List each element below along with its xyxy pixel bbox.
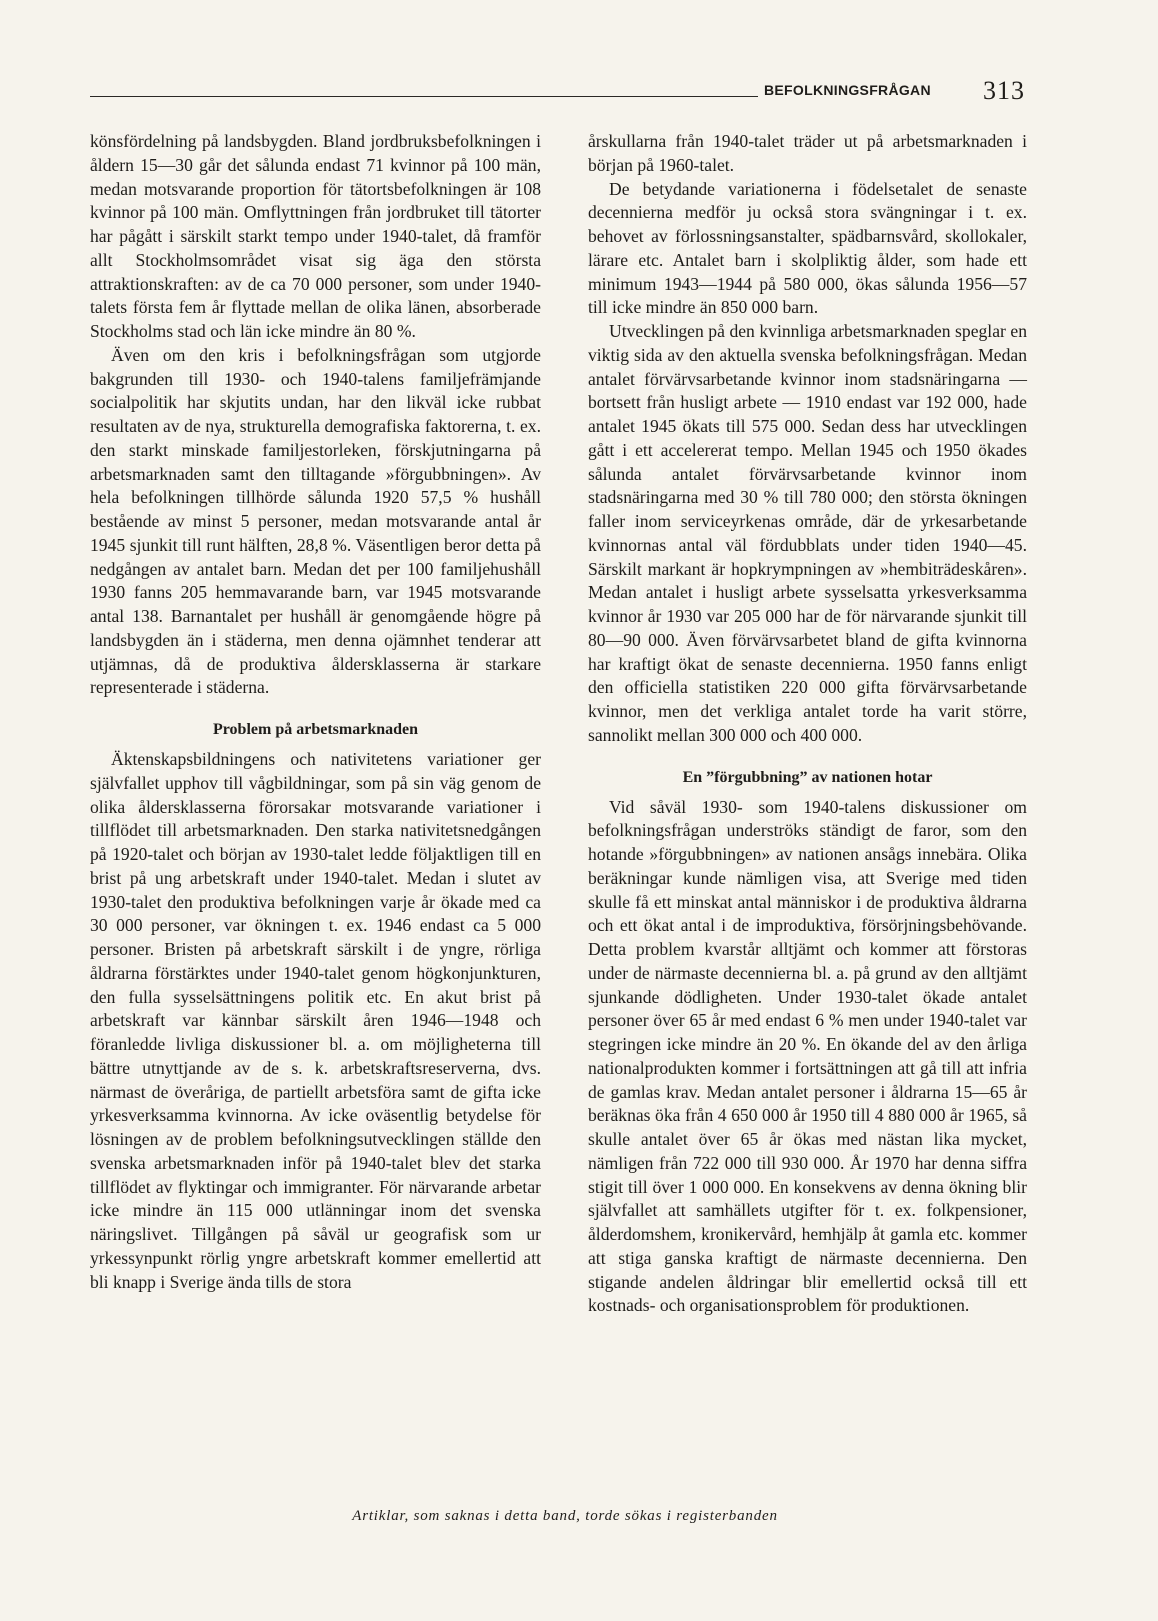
header-rule <box>90 96 758 97</box>
paragraph: Utvecklingen på den kvinnliga arbetsmarknaden speglar en viktig sida av den aktuella svenska befolkningsfrågan. Medan antalet förvärvsarbetande kvinnor inom stadsnäringarna — bortsett från husligt arbete — 1910 endast var 192 000, hade antalet 1945 ökats till 575 000. Sedan dess har utvecklingen gått i ett accelererat tempo. Mellan 1945 och 1950 ökades sålunda antalet förvärvsarbetande kvinnor inom stadsnäringarna med 30 % till 780 000; den största ökningen faller inom serviceyrkenas område, där de yrkesarbetande kvinnornas antal väl fördubblats under tiden 1940—45. Särskilt markant är hopkrympningen av »hembiträdeskåren». Medan antalet i husligt arbete sysselsatta yrkesverksamma kvinnor år 1930 var 205 000 har de för närvarande sjunkit till 80—90 000. Även förvärvsarbetet bland de gifta kvinnorna har kraftigt ökat de senaste decennierna. 1950 fanns enligt den officiella statistiken 220 000 gifta förvärvsarbetande kvinnor, men det verkliga antalet torde ha varit större, sannolikt mellan 300 000 och 400 000. <box>588 321 1027 745</box>
section-heading: En ”förgubbning” av nationen hotar <box>682 768 933 786</box>
left-column <box>90 130 541 1294</box>
paragraph: årskullarna från 1940-talet träder ut på arbetsmarknaden i början på 1960-talet. <box>588 131 1027 175</box>
running-header <box>90 76 1040 106</box>
paragraph: Äktenskapsbildningens och nativitetens variationer ger självfallet upphov till vågbildningar, som på sin väg genom de olika åldersklasserna förorsakar motsvarande variationer i tillflödet till arbetsmarknaden. Den starka nativitetsnedgången på 1920-talet och början av 1930-talet ledde följaktligen till en brist på ung arbetskraft under 1940-talet. Medan i slutet av 1930-talet den produktiva befolkningen varje år ökade med ca 30 000 personer, var ökningen t. ex. 1946 endast ca 5 000 personer. Bristen på arbetskraft särskilt i de yngre, rörliga åldrarna förstärktes under 1940-talet genom högkonjunkturen, den fulla sysselsättningens politik etc. En akut brist på arbetskraft var kännbar särskilt åren 1946—1948 och föranledde livliga diskussioner bl. a. om möjligheterna till bättre utnyttjande av de s. k. arbetskraftsreserverna, dvs. närmast de överåriga, de partiellt arbetsföra samt de gifta icke yrkesverksamma kvinnorna. Av icke oväsentlig betydelse för lösningen av de problem befolkningsutvecklingen ställde den svenska arbetsmarknaden inför på 1940-talet blev det starka tillflödet av flyktingar och immigranter. För närvarande arbetar icke mindre än 115 000 utlänningar inom det svenska näringslivet. Tillgången på såväl ur geografisk som ur yrkessynpunkt rörlig yngre arbetskraft kommer emellertid att bli knapp i Sverige ända tills de stora <box>90 749 541 1292</box>
paragraph: Även om den kris i befolkningsfrågan som utgjorde bakgrunden till 1930- och 1940-talens familjefrämjande socialpolitik har skjutits undan, har den likväl icke rubbat resultaten av de nya, strukturella demografiska faktorerna, t. ex. den starkt minskade familjestorleken, förskjutningarna på arbetsmarknaden samt den tilltagande »förgubbningen». Av hela befolkningen tillhörde sålunda 1920 57,5 % hushåll bestående av minst 5 personer, medan motsvarande antal år 1945 sjunkit till runt hälften, 28,8 %. Väsentligen beror detta på nedgången av antalet barn. Medan det per 100 familjehushåll 1930 fanns 205 hemmavarande barn, var 1945 motsvarande antal 138. Barnantalet per hushåll är genomgående högre på landsbygden än i städerna, men denna ojämnhet tenderar att utjämnas, då de produktiva åldersklasserna är starkare representerade i städerna. <box>90 344 541 698</box>
paragraph: De betydande variationerna i födelsetalet de senaste decennierna medför ju också stora svängningar i t. ex. behovet av förlossningsanstalter, spädbarnsvård, skollokaler, lärare etc. Antalet barn i skolpliktig ålder, som hade ett minimum 1943—1944 på 580 000, ökas sålunda 1956—57 till icke mindre än 850 000 barn. <box>588 178 1027 318</box>
right-column <box>588 130 1027 1318</box>
section-title: BEFOLKNINGSFRÅGAN <box>764 82 931 98</box>
paragraph: könsfördelning på landsbygden. Bland jordbruksbefolkningen i åldern 15—30 går det sålunda endast 71 kvinnor på 100 män, medan motsvarande proportion för tätortsbefolkningen är 108 kvinnor på 100 män. Omflyttningen från jordbruket till tätorter har pågått i särskilt starkt tempo under 1940-talet, då framför allt Stockholmsområdet visat sig äga den största attraktionskraften: av de ca 70 000 personer, som under 1940-talets första fem år flyttade mellan de olika länen, absorberade Stockholms stad och län icke mindre än 80 %. <box>90 131 541 341</box>
footer-note: Artiklar, som saknas i detta band, torde sökas i registerbanden <box>352 1508 778 1524</box>
paragraph: Vid såväl 1930- som 1940-talens diskussioner om befolkningsfrågan underströks ständigt de faror, som den hotande »förgubbningen» av nationen ansågs innebära. Olika beräkningar kunde nämligen visa, att Sverige med tiden skulle få ett minskat antal människor i de produktiva åldrarna och ett ökat antal i de improduktiva, försörjningsbehövande. Detta problem kvarstår alltjämt och kommer att förstoras under de närmaste decennierna bl. a. på grund av den alltjämt sjunkande dödligheten. Under 1930-talet ökade antalet personer över 65 år med endast 6 % men under 1940-talet var stegringen icke mindre än 20 %. En ökande del av den årliga nationalprodukten kommer i fortsättningen att gå till att infria de gamlas krav. Medan antalet personer i åldrarna 15—65 år beräknas öka från 4 650 000 år 1950 till 4 880 000 år 1965, så skulle antalet över 65 år ökas med nästan lika mycket, nämligen från 722 000 till 930 000. År 1970 har denna siffra stigit till över 1 000 000. En konsekvens av denna ökning blir självfallet att samhällets utgifter för t. ex. folkpensioner, ålderdomshem, kronikervård, hemhjälp åt gamla etc. kommer att stiga ganska kraftigt de närmaste decennierna. Den stigande andelen åldringar blir emellertid också till ett kostnads- och organisationsproblem för produktionen. <box>588 796 1027 1316</box>
page-number: 313 <box>983 76 1025 105</box>
section-heading: Problem på arbetsmarknaden <box>212 721 419 738</box>
